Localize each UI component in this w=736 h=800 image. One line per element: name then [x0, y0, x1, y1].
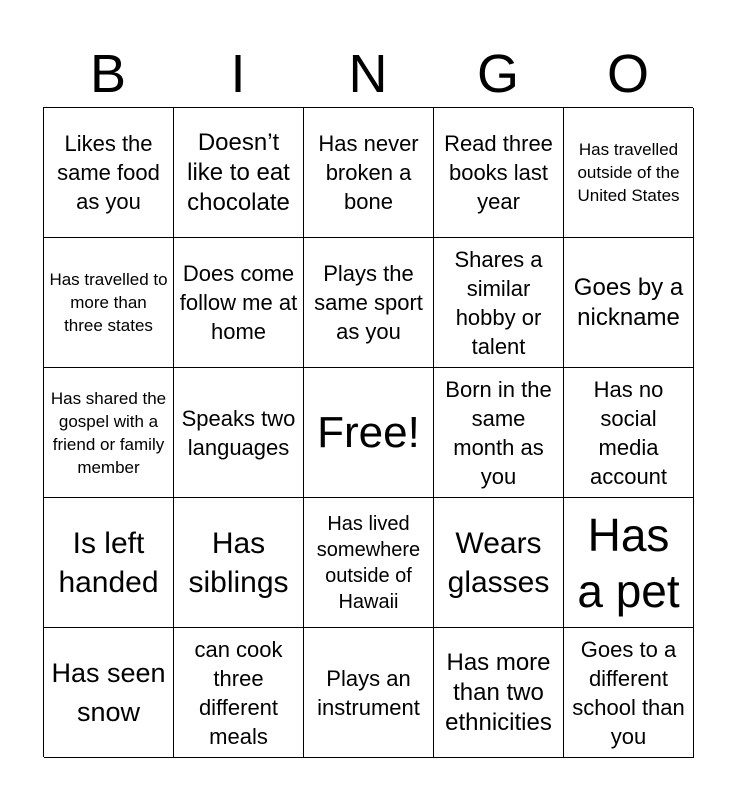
cell-text: Does come follow me at home [179, 261, 298, 344]
cell-text: Goes by a nickname [573, 273, 684, 331]
cell-text: Has more than two ethnicities [445, 648, 552, 736]
cell-text: Has siblings [188, 526, 289, 599]
bingo-cell[interactable] [434, 628, 564, 758]
cell-text: Has lived somewhere outside of Hawaii [316, 512, 421, 613]
bingo-cell[interactable] [434, 498, 564, 628]
cell-text: Plays the same sport as you [314, 261, 423, 344]
header-letter-b: B [89, 44, 127, 104]
cell-text: Has seen snow [51, 657, 166, 727]
cell-text: Has a pet [577, 508, 680, 617]
header-letter-n: N [348, 44, 388, 104]
bingo-cell[interactable] [564, 628, 694, 758]
cell-text: Has travelled to more than three states [49, 270, 168, 335]
free-space-cell[interactable] [304, 368, 434, 498]
cell-text: Has shared the gospel with a friend or family member [50, 388, 167, 477]
cell-text: Goes to a different school than you [572, 636, 685, 749]
bingo-cell[interactable] [304, 498, 434, 628]
cell-text: Shares a similar hobby or talent [454, 246, 543, 359]
bingo-cell[interactable] [304, 108, 434, 238]
bingo-cell[interactable] [434, 238, 564, 368]
header-letter-i: I [230, 44, 246, 104]
bingo-cell[interactable] [44, 238, 174, 368]
bingo-cell[interactable] [44, 108, 174, 238]
cell-text: Has travelled outside of the United States [577, 140, 680, 205]
cell-text: Likes the same food as you [57, 131, 160, 214]
bingo-cell[interactable] [564, 238, 694, 368]
cell-text: Wears glasses [447, 526, 550, 599]
cell-text: Speaks two languages [181, 405, 296, 460]
cell-text: Has never broken a bone [318, 131, 419, 214]
free-space-text: Free! [317, 407, 420, 457]
bingo-cell[interactable] [174, 108, 304, 238]
bingo-cell[interactable] [44, 628, 174, 758]
bingo-cell[interactable] [174, 628, 304, 758]
cell-text: Is left handed [58, 526, 159, 599]
bingo-cell[interactable] [304, 628, 434, 758]
bingo-cell[interactable] [564, 108, 694, 238]
bingo-cell[interactable] [304, 238, 434, 368]
cell-text: Doesn’t like to eat chocolate [187, 128, 290, 216]
bingo-cell[interactable] [564, 368, 694, 498]
bingo-cell[interactable] [174, 368, 304, 498]
bingo-header [43, 40, 693, 108]
cell-text: Born in the same month as you [445, 376, 552, 489]
bingo-cell[interactable] [564, 498, 694, 628]
bingo-cell[interactable] [434, 108, 564, 238]
header-letter-g: G [476, 44, 519, 104]
bingo-cell[interactable] [44, 368, 174, 498]
header-letter-o: O [606, 44, 649, 104]
bingo-cell[interactable] [174, 498, 304, 628]
bingo-cell[interactable] [44, 498, 174, 628]
bingo-cell[interactable] [174, 238, 304, 368]
cell-text: Read three books last year [444, 131, 553, 214]
bingo-cell[interactable] [434, 368, 564, 498]
bingo-card [43, 107, 693, 757]
cell-text: Has no social media account [589, 376, 668, 489]
cell-text: can cook three different meals [194, 636, 283, 749]
cell-text: Plays an instrument [317, 665, 420, 720]
